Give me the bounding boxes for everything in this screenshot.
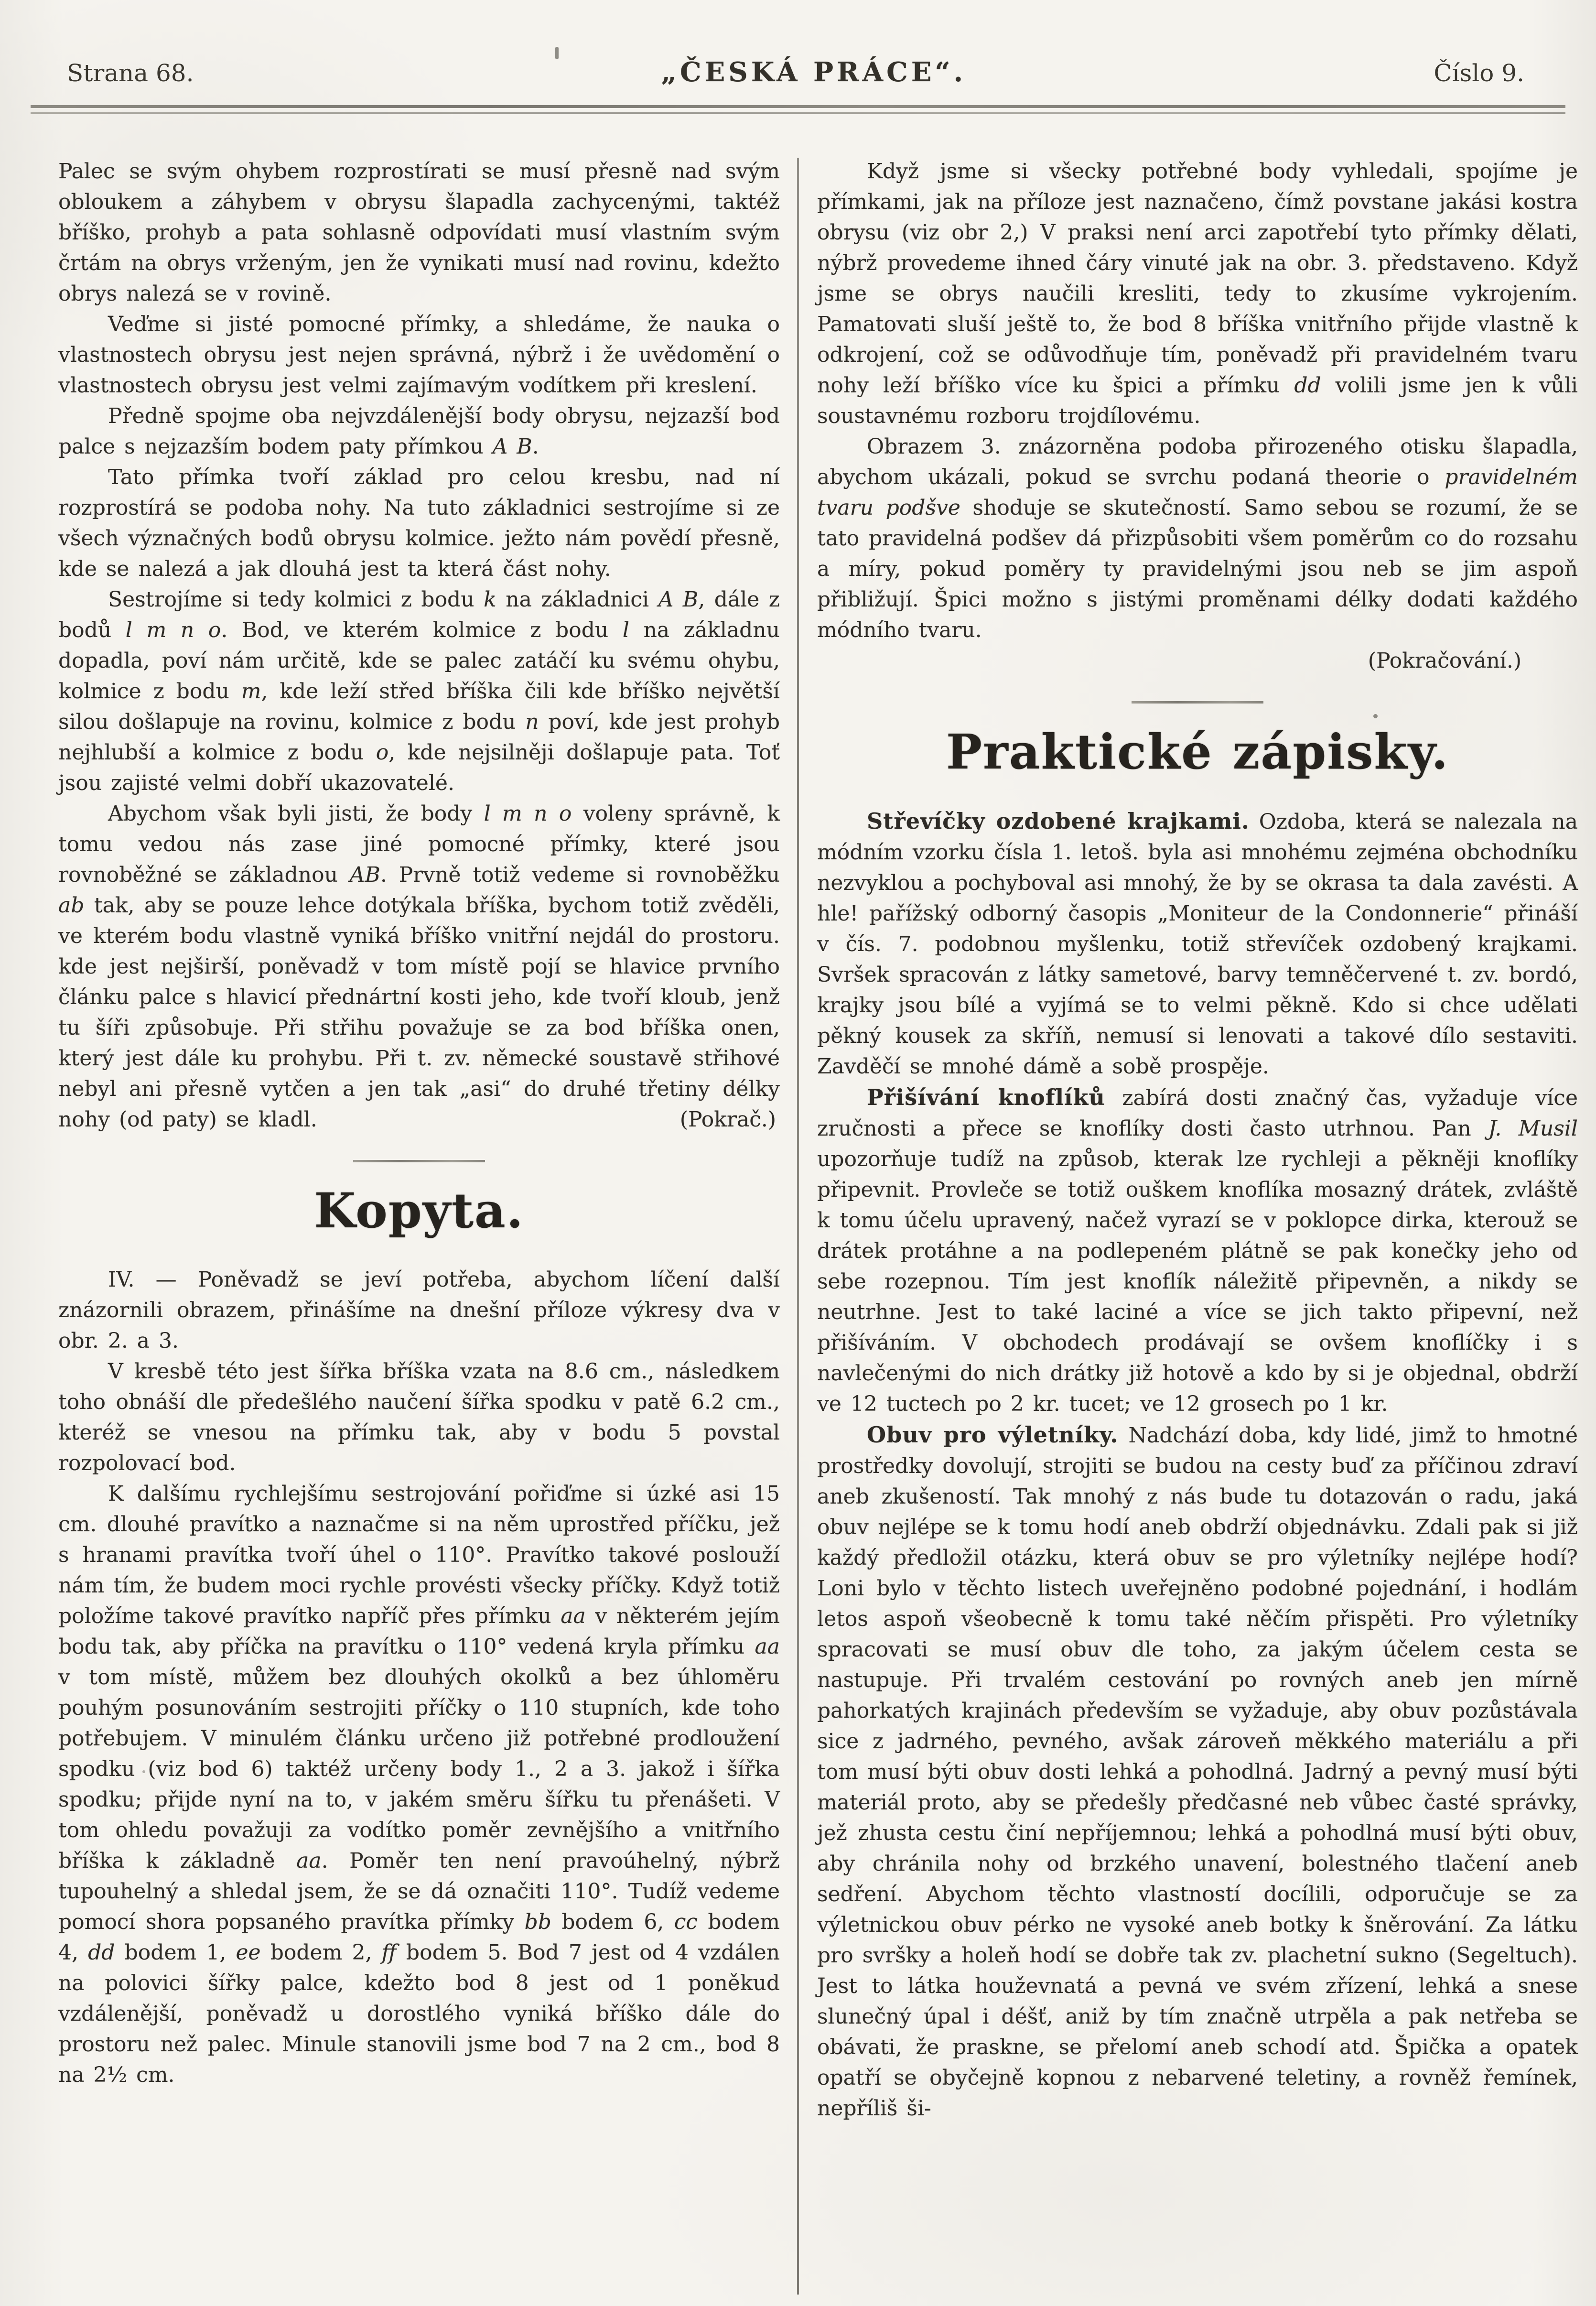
paragraph-predne-spojme: Předně spojme oba nejvzdálenější body obrysu, nejzazší bod palce s nejzazším bodem paty přímkou A B. [58,404,780,459]
paragraph-v-kresbe: V kresbě této jest šířka bříška vzata na 8.6 cm., následkem toho obnáší dle předešlého naučení šířka spodku v patě 6.2 cm., kteréž se vnesou na přímku tak, aby v bodu 5 povstal rozpolovací bod. [58,1359,780,1475]
paragraph-iv-ponevadz: IV. — Poněvadž se jeví potřeba, abychom líčení další znázornili obrazem, přinášíme na dnešní příloze výkresy dva v obr. 2. a 3. [58,1267,780,1353]
paragraph-prisivani-knofliku: Přišívání knoflíků zabírá dosti značný čas, vyžaduje více zručnosti a přece se knoflíky dosti často utrhnou. Pan J. Musil upozorňuje tudíž na způsob, kterak lze rychleji a pěkněji knoflíky připevnit. Provleče se totiž ouškem knoflíka mosazný drátek, zvláště k tomu účelu upravený, načež vyrazí se v poklopce dirka, kterouž se drátek protáhne a na podlepeném plátně se pak konečky jeho od sebe rozepnou. Tím jest knoflík náležitě připevněn, a nikdy se neutrhne. Jest to také laciné a více se jich takto připevní, než přišíváním. V obchodech prodávají se ovšem knoflíčky i s navlečenými do nich drátky již hotově a kdo by si je objednal, obdrží ve 12 tuctech po 2 kr. tucet; ve 12 grosech po 1 kr. [817,1084,1578,1416]
left-column [58,156,780,2124]
ink-speck [1373,714,1378,718]
column-divider-rule [797,158,799,2295]
paragraph-obuv-pro-vyletniky: Obuv pro výletníky. Nadchází doba, kdy lidé, jimž to hmotné prostředky dovolují, strojiti se budou na cesty buď za příčinou zdraví aneb zkušeností. Tak mnohý z nás bude tu dotazován o radu, jaká obuv nejlépe se k tomu hodí aneb obdrží objednávku. Zdali pak si již každý předložil otázku, která obuv se pro výletníky nejlépe hodí? Loni bylo v těchto listech uveřejněno podobné pojednání, i hodlám letos aspoň všeobecně k tomu také něčím přispěti. Pro výletníky spracovati se musí obuv dle toho, za jakým účelem cesta se nastupuje. Při trvalém cestování po rovných aneb jen mírně pahorkatých krajinách především se vyžaduje, aby obuv pozůstávala sice z jadrného, pevného, avšak zároveň měkkého materiálu a při tom musí býti obuv dosti lehká a pohodlná. Jadrný a pevný musí býti materiál proto, aby se předešly předčasné neb vůbec časté správky, jež zhusta cestu činí nepříjemnou; lehká a pohodlná musí býti obuv, aby chránila nohy od brzkého unavení, bolestného tlačení aneb sedření. Abychom těchto vlastností docílili, odporučuje se za výletnickou obuv pérko ne vysoké aneb botky k šněrování. Za látku pro svršky a holeň hodí se dobře tak zv. plachetní sukno (Segeltuch). Jest to látka houževnatá a pevná ve svém zřízení, lehká a snese slunečný úpal i déšť, aniž by tím značně utrpěla a pak netřeba se obávati, že praskne, se přelomí aneb schodí atd. Špička a opatek opatří se obyčejně kopnou z nebarvené teletiny, a rovněž řemínek, nepříliš ši- [817,1422,1578,2121]
header-double-rule [31,105,1565,114]
section-heading-kopyta: Kopyta. [314,1182,524,1239]
ink-speck [142,1770,145,1773]
paragraph-palec: Palec se svým ohybem rozprostírati se musí přesně nad svým obloukem a záhybem v obrysu šlapadla zachycenými, taktéž bříško, prohyb a pata sohlasně odpovídati musí vlastním svým črtám na obrys vrženým, jen že vynikati musí nad rovinu, kdežto obrys nalezá se v rovině. [58,159,780,306]
header-rule-top [31,105,1565,108]
header-rule-bottom [31,112,1565,114]
section-divider [353,1160,485,1162]
paragraph-vedme-si: Veďme si jisté pomocné přímky, a shledáme, že nauka o vlastnostech obrysu jest nejen správná, nýbrž i že uvědomění o vlastnostech obrysu jest velmi zajímavým vodítkem při kreslení. [58,312,780,398]
paragraph-k-dalsimu: K dalšímu rychlejšímu sestrojování pořiďme si úzké asi 15 cm. dlouhé pravítko a naznačme si na něm uprostřed příčku, jež s hranami pravítka tvoří úhel o 110°. Pravítko takové poslouží nám tím, že budem moci rychle provésti všecky příčky. Když totiž položíme takové pravítko napříč přes přímku aa v některém jejím bodu tak, aby příčka na pravítku o 110° vedená kryla přímku aa v tom místě, můžem bez dlouhých okolků a bez úhloměru pouhým posunováním sestrojiti příčky o 110 stupních, kde toho potřebujem. V minulém článku určeno již potřebné prodloužení spodku (viz bod 6) taktéž určeny body 1., 2 a 3. jakož i šířka spodku; přijde nyní na to, v jakém směru šířku tu přenášeti. V tom ohledu považuji za vodítko poměr zevnějšího a vnitřního bříška k základně aa. Poměr ten není pravoúhelný, nýbrž tupouhelný a shledal jsem, že se dá označiti 110°. Tudíž vedeme pomocí shora popsaného pravítka přímky bb bodem 6, cc bodem 4, dd bodem 1, ee bodem 2, ff bodem 5. Bod 7 jest od 4 vzdálen na polovici šířky palce, kdežto bod 8 jest od 1 poněkud vzdálenější, poněvadž u dorostlého vyniká bříško dále do prostoru než palec. Minule stanovili jsme bod 7 na 2 cm., bod 8 na 2½ cm. [58,1482,780,2087]
journal-title: „ČESKÁ PRÁCE“. [661,56,967,88]
continuation-mark: (Pokračování.) [1368,649,1521,673]
paragraph-sestrojime: Sestrojíme si tedy kolmici z bodu k na základnici A B, dále z bodů l m n o. Bod, ve kterém kolmice z bodu l na základnu dopadla, poví nám určitě, kde se palec zatáčí ku svému ohybu, kolmice z bodu m, kde leží střed bříška čili kde bříško největší silou došlapuje na rovinu, kolmice z bodu n poví, kde jest prohyb nejhlubší a kolmice z bodu o, kde nejsilněji došlapuje pata. Toť jsou zajisté velmi dobří ukazovatelé. [58,587,780,795]
section-divider [1132,701,1263,704]
right-column [817,156,1578,2124]
issue-number-label: Číslo 9. [1434,59,1524,87]
paragraph-obrazem-3: Obrazem 3. znázorněna podoba přirozeného otisku šlapadla, abychom ukázali, pokud se svrchu podaná theorie o pravidelném tvaru podšve shoduje se skutečností. Samo sebou se rozumí, že se tato pravidelná podšev dá přizpůsobiti všem poměrům co do rozsahu a míry, pokud poměry ty pravidelnými jsou neb se jim aspoň přibližují. Špici možno s jistými proměnami délky dodati každého módního tvaru. [817,434,1578,642]
continuation-mark: (Pokrač.) [679,1107,776,1132]
paragraph-abychom-vsak: Abychom však byli jisti, že body l m n o voleny správně, k tomu vedou nás zase jiné pomocné přímky, které jsou rovnoběžné se základnou AB. Prvně totiž vedeme si rovnoběžku ab tak, aby se pouze lehce dotýkala bříška, bychom totiž zvěděli, ve kterém bodu vlastně vyniká bříško vnitřní nejdál do prostoru. kde jest nejširší, poněvadž v tom místě pojí se hlavice prvního článku palce s hlavicí přednártní kosti jeho, kde tvoří kloub, jenž tu šíři způsobuje. Při střihu považuje se za bod bříška onen, který jest dále ku prohybu. Při t. zv. německé soustavě střihové nebyl ani přesně vytčen a jen tak „asi“ do druhé třetiny délky nohy (od paty) se kladl. [58,801,780,1132]
section-heading-prakticke-zapisky: Praktické zápisky. [946,724,1449,780]
paragraph-tato-primka: Tato přímka tvoří základ pro celou kresbu, nad ní rozprostírá se podoba nohy. Na tuto základnici sestrojíme si ze všech význačných bodů obrysu kolmice. ježto nám povědí přesně, kde se nalezá a jak dlouhá jest ta která část nohy. [58,465,780,581]
ink-speck [555,47,559,59]
page-header [0,0,1596,88]
page-number-label: Strana 68. [67,59,194,87]
paragraph-kdyz-jsme: Když jsme si všecky potřebné body vyhledali, spojíme je přímkami, jak na příloze jest naznačeno, čímž povstane jakási kostra obrysu (viz obr 2,) V praksi není arci zapotřebí tyto přímky dělati, nýbrž provedeme ihned čáry vinuté jak na obr. 3. představeno. Když jsme se obrys naučili kresliti, tedy to zkusíme vykrojením. Pamatovati sluší ještě to, že bod 8 bříška vnitřního přijde vlastně k odkrojení, což se odůvodňuje tím, poněvadž při pravidelném tvaru nohy leží bříško více ku špici a přímku dd volili jsme jen k vůli soustavnému rozboru trojdílovému. [817,159,1578,428]
paragraph-strevicky-krajkami: Střevíčky ozdobené krajkami. Ozdoba, která se nalezala na módním vzorku čísla 1. letoš. byla asi mnohému zejména obchodníku nezvyklou a pochyboval asi mnohý, že by se okrasa ta dala zavésti. A hle! pařížský odborný časopis „Moniteur de la Condonnerie“ přináší v čís. 7. podobnou myšlenku, totiž střevíček ozdobený krajkami. Svršek spracován z látky sametové, barvy temněčervené t. zv. bordó, krajky jsou bílé a vyjímá se to velmi pěkně. Kdo si chce udělati pěkný kousek za skříň, nemusí si lenovati a takové dílo sestaviti. Zavděčí se mnohé dámě a sobě prospěje. [817,808,1578,1079]
